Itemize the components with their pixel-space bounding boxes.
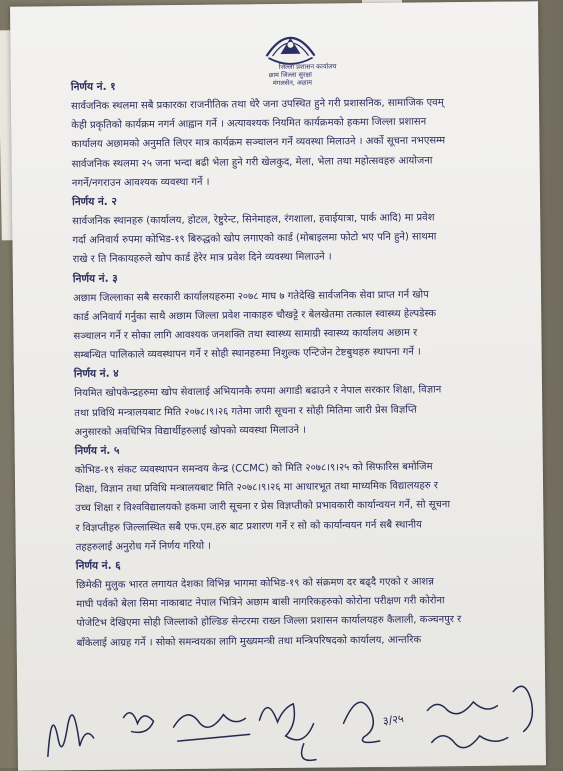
decision-text-line: सार्वजनिक स्थलमा २५ जना भन्दा बढी भेला हुने गरी खेलकुद, मेला, भेला तथा महोत्सवहरु आयोजना <box>71 154 433 170</box>
decision-text-line: कोभिड-१९ संकट व्यवस्थापन समन्वय केन्द्र (CCMC) को मिति २०७८।९।२५ को सिफारिस बमोजिम <box>74 461 433 477</box>
seal-line: मंगलसेन, अछाम <box>272 78 313 88</box>
decision-heading: निर्णय नं. १ <box>70 80 116 94</box>
signature-date: ३/२५ <box>382 711 405 728</box>
decision-text-line: गर्दा अनिवार्य रुपमा कोभिड-१९ बिरुद्धको खोप लगाएको कार्ड (मोबाइलमा फोटो भए पनि हुने) साथमा <box>72 231 437 247</box>
decision-text-line: अछाम जिल्लाका सबै सरकारी कार्यालयहरुमा २०७८ माघ ७ गतेदेखि सार्वजनिक सेवा प्राप्त गर्न खोप <box>73 289 429 304</box>
decision-text-line: नगर्ने/नगराउन आवश्यक व्यवस्था गर्ने । <box>71 176 210 189</box>
signature-3 <box>173 714 249 741</box>
signature-8 <box>432 735 508 748</box>
decision-heading: निर्णय नं. ५ <box>74 444 120 458</box>
decision-text-line: अनुसारको अवधिभित्र विद्यार्थीहरुलाई खोपको व्यवस्था मिलाउने । <box>74 424 307 438</box>
signature-1 <box>47 715 93 757</box>
decision-section <box>73 265 514 365</box>
decision-section <box>71 74 512 194</box>
document-page <box>10 1 546 770</box>
seal-line: जिल्ला प्रशासन कार्यालय <box>278 62 337 71</box>
signature-4 <box>259 704 313 741</box>
decision-text-line: कार्यालय अछामको अनुमति लिएर मात्र कार्यक्रम सञ्चालन गर्ने व्यवस्था मिलाउने । अर्को सूचना नभएसम्म <box>71 135 446 151</box>
decision-text-line: सञ्चालन गर्ने र सोका लागि आवश्यक जनशक्ति तथा स्वास्थ्य सामाग्री स्वास्थ्य कार्यालय अछाम र <box>73 327 418 343</box>
decision-text-line: उच्च शिक्षा र विश्वविद्यालयको हकमा जारी सूचना र प्रेस विज्ञप्तीको प्रभावकारी कार्यान्वयन गर्ने, सो सूचना <box>75 499 451 515</box>
decision-text-line: केही प्रकृतिको कार्यक्रम नगर्न आह्वान गर्ने । अत्यावश्यक नियमित कार्यक्रमको हकमा जिल्ला प्रशासन <box>71 116 427 132</box>
decision-text-line: सार्वजनिक स्थानहरु (कार्यालय, होटल, रेष्टुरेन्ट, सिनेमाहल, रंगशाला, हवाईयात्रा, पार्क आदि) मा प्रवेश <box>72 212 435 228</box>
signature-6 <box>343 702 379 743</box>
decision-section <box>74 361 515 442</box>
decision-section <box>75 438 516 558</box>
signature-5 <box>301 744 315 761</box>
signature-9 <box>513 686 532 731</box>
decision-section <box>72 189 513 270</box>
decision-text-line: नियमित खोपकेन्द्रहरुमा खोप सेवालाई अभियानकै रुपमा अगाडी बढाउने र नेपाल सरकार शिक्षा, विज्ञान <box>74 384 442 400</box>
decision-list <box>71 74 517 653</box>
decision-section <box>76 553 517 653</box>
decision-text-line: कार्ड अनिवार्य गर्नुका साथै अछाम जिल्ला प्रवेश नाकाहरु चौखट्टे र बेलखेतमा तत्काल स्वास्थ्य हेल्पडेस्क <box>73 308 437 323</box>
signatures-area <box>27 661 546 771</box>
decision-text-line: सार्वजनिक स्थलमा सबै प्रकारका राजनीतिक तथा धेरै जना उपस्थित हुने गरी प्रशासनिक, सामाजिक एवम् <box>71 97 444 113</box>
decision-text-line: पोजेटिभ देखिएमा सोही जिल्लाको होल्डिङ सेन्टरमा राख्न जिल्ला प्रशासन कार्यालयहरु कैलाली, कञ्चनपुर र <box>76 614 462 630</box>
decision-heading: निर्णय नं. २ <box>72 195 117 209</box>
decision-text-line: बाँकेलाई आग्रह गर्ने । सोको समन्वयका लागि मुख्यमन्त्री तथा मन्त्रिपरिषदको कार्यालय, आन्तरिक <box>76 634 422 649</box>
decision-text-line: तथा प्रविधि मन्त्रालयबाट मिति २०७८।९।२६ गतेमा जारी सूचना र सोही मितिमा जारी प्रेस विज्ञप्ति <box>74 404 417 419</box>
signature-2 <box>123 713 153 733</box>
decision-text-line: छिमेकी मुलुक भारत लगायत देशका विभिन्न भागमा कोभिड-१९ को संक्रमण दर बढ्दै गएको र आशन्न <box>76 576 434 592</box>
decision-text-line: र विज्ञप्तीहरु जिल्लास्थित सबै एफ.एम.हरु बाट प्रशारण गर्ने र सो को कार्यान्वयन गर्न सबै स्थानीय <box>75 519 422 534</box>
decision-heading: निर्णय नं. ३ <box>72 272 118 285</box>
decision-heading: निर्णय नं. ४ <box>73 368 119 381</box>
seal-line: छाम जिल्ला सुरक्षा <box>268 70 312 80</box>
decision-text-line: तहहरुलाई अनुरोध गर्ने निर्णय गरियो । <box>75 540 212 553</box>
decision-text-line: सम्बन्धित पालिकाले व्यवस्थापन गर्ने र सोही स्थानहरुमा निशुल्क एन्टिजेन टेष्टबुथहरु स्थापना गर्ने । <box>73 346 421 362</box>
decision-heading: निर्णय नं. ६ <box>75 559 121 573</box>
decision-text-line: शिक्षा, विज्ञान तथा प्रविधि मन्त्रालयबाट मिति २०७८।९।२६ मा आधारभूत तथा माध्यमिक विद्यालयहरु र <box>75 480 439 496</box>
decision-text-line: राखे र ति निकायहरुले खोप कार्ड हेरेर मात्र प्रवेश दिने व्यवस्था मिलाउने । <box>72 251 332 266</box>
decision-text-line: माघी पर्वको बेला सिमा नाकाबाट नेपाल भित्रिने अछाम बासी नागरिकहरुको कोरोना परीक्षण गरी कोरोना <box>76 595 445 611</box>
signature-7 <box>427 702 497 714</box>
